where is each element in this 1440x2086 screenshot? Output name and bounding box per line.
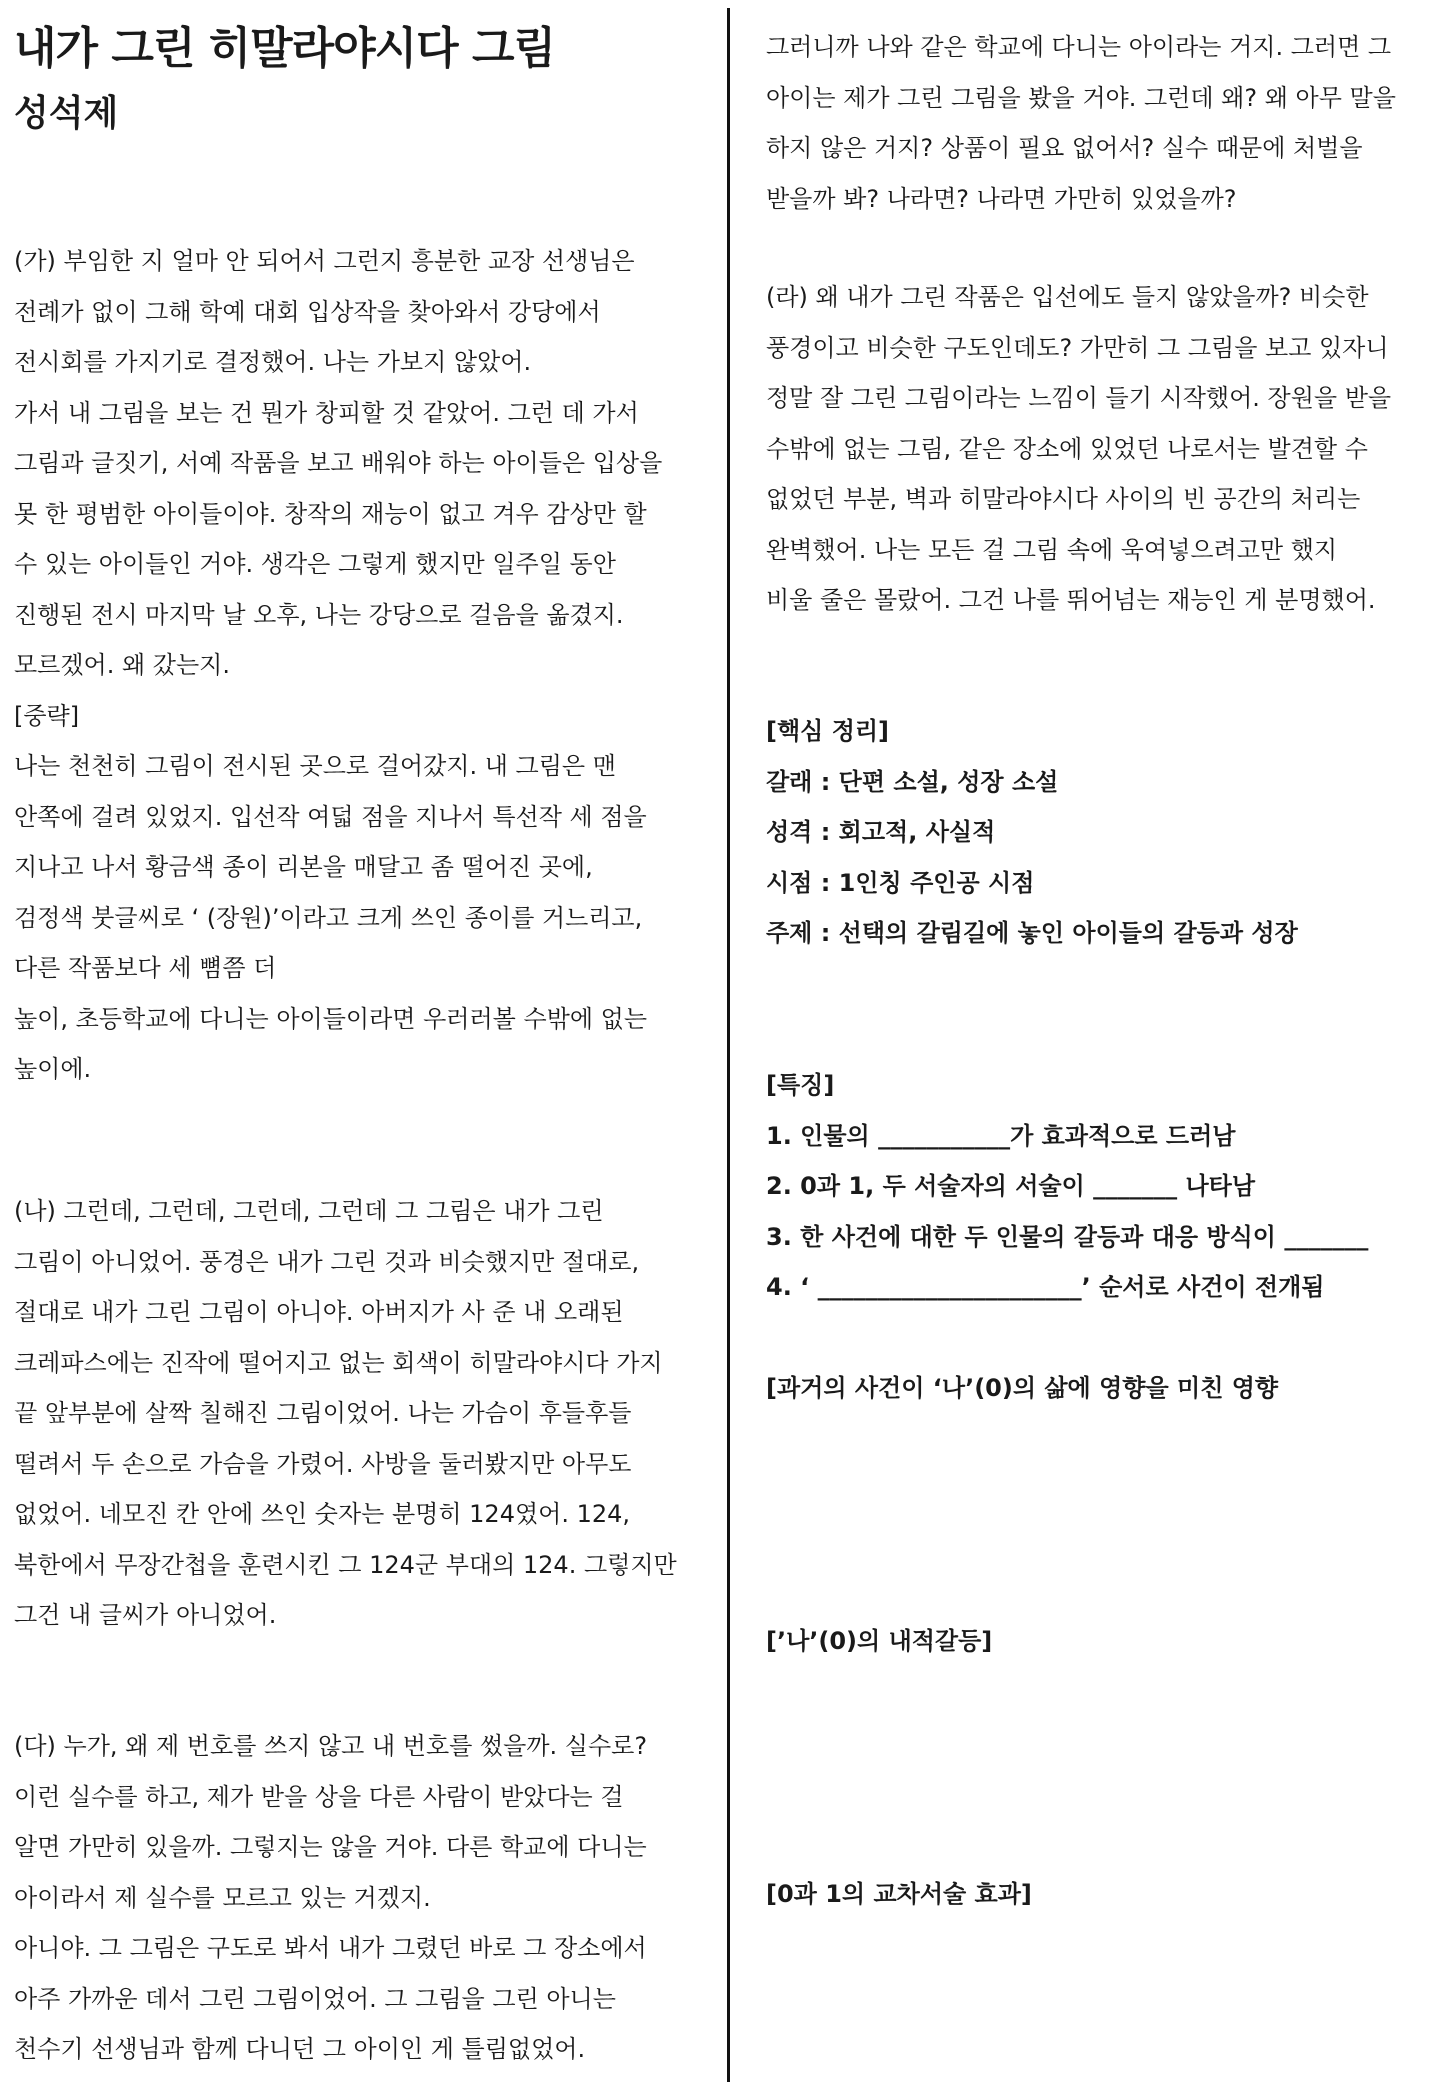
left-column [14,18,714,2063]
summary-section [766,706,1298,959]
passage-line: 수 있는 아이들인 거야. 생각은 그렇게 했지만 일주일 동안 [14,550,616,578]
passage-line: 가서 내 그림을 보는 건 뭔가 창피할 것 같았어. 그런 데 가서 [14,398,639,427]
passage-line: (가) 부임한 지 얼마 안 되어서 그런지 흥분한 교장 선생님은 [14,247,635,275]
passage-line: 하지 않은 거지? 상품이 필요 없어서? 실수 때문에 처벌을 [766,134,1363,162]
passage-line: 전례가 없이 그해 학예 대회 입상작을 찾아와서 강당에서 [14,297,601,326]
summary-heading: [핵심 정리] [766,717,890,745]
passage-line: 비울 줄은 몰랐어. 그건 나를 뛰어넘는 재능인 게 분명했어. [766,586,1376,614]
passage-line: (라) 왜 내가 그린 작품은 입선에도 들지 않았을까? 비슷한 [766,283,1369,311]
passage-line: 크레파스에는 진작에 떨어지고 없는 회색이 히말라야시다 가지 [14,1348,663,1377]
feature-item: 3. 한 사건에 대한 두 인물의 갈등과 대응 방식이 _______ [766,1222,1369,1251]
summary-character: 성격 : 회고적, 사실적 [766,818,996,846]
passage-line: 풍경이고 비슷한 구도인데도? 가만히 그 그림을 보고 있자니 [766,333,1389,362]
passage-line: 아이는 제가 그린 그림을 봤을 거야. 그런데 왜? 왜 아무 말을 [766,83,1396,112]
passage-line: 지나고 나서 황금색 종이 리본을 매달고 좀 떨어진 곳에, [14,853,593,881]
passage-line: 못 한 평범한 아이들이야. 창작의 재능이 없고 겨우 감상만 할 [14,499,647,528]
features-heading: [특징] [766,1071,835,1099]
summary-genre: 갈래 : 단편 소설, 성장 소설 [766,767,1059,796]
passage-line: 알면 가만히 있을까. 그렇지는 않을 거야. 다른 학교에 다니는 [14,1833,647,1861]
passage-na [14,1186,734,1641]
passage-da-continued [766,22,1440,224]
passage-line: 그림이 아니었어. 풍경은 내가 그린 것과 비슷했지만 절대로, [14,1247,640,1276]
passage-line: 그림과 글짓기, 서예 작품을 보고 배워야 하는 아이들은 입상을 [14,449,663,477]
passage-line: 정말 잘 그린 그림이라는 느낌이 들기 시작했어. 장원을 받을 [766,384,1392,412]
passage-line: 이런 실수를 하고, 제가 받을 상을 다른 사람이 받았다는 걸 [14,1782,624,1811]
passage-da [14,1721,734,2075]
feature-item: 4. ‘ ______________________’ 순서로 사건이 전개됨 [766,1273,1325,1301]
question-past-event [766,1363,1278,1414]
passage-line: (다) 누가, 왜 제 번호를 쓰지 않고 내 번호를 썼을까. 실수로? [14,1732,648,1760]
passage-line: 천수기 선생님과 함께 다니던 그 아이인 게 틀림없었어. [14,2035,586,2063]
passage-line: 안쪽에 걸려 있었지. 입선작 여덟 점을 지나서 특선작 세 점을 [14,802,647,831]
passage-line: 모르겠어. 왜 갔는지. [14,651,230,679]
passage-line: 아니야. 그 그림은 구도로 봐서 내가 그렸던 바로 그 장소에서 [14,1934,647,1962]
passage-line: 끝 앞부분에 살짝 칠해진 그림이었어. 나는 가슴이 후들후들 [14,1399,632,1427]
question-label: [’나’(0)의 내적갈등] [766,1627,993,1655]
passage-line: 전시회를 가지기로 결정했어. 나는 가보지 않았어. [14,348,532,376]
question-label: [0과 1의 교차서술 효과] [766,1880,1032,1908]
passage-line: 그러니까 나와 같은 학교에 다니는 아이라는 거지. 그러면 그 [766,33,1392,61]
feature-item: 2. 0과 1, 두 서술자의 서술이 _______ 나타남 [766,1172,1256,1200]
passage-line: 절대로 내가 그린 그림이 아니야. 아버지가 사 준 내 오래된 [14,1298,624,1326]
page-title: 내가 그린 히말라야시다 그림 [14,23,556,74]
passage-line: 완벽했어. 나는 모든 걸 그림 속에 욱여넣으려고만 했지 [766,535,1338,564]
passage-line: [중략] [14,701,80,730]
passage-ra [766,272,1440,626]
passage-line: 아이라서 제 실수를 모르고 있는 거겠지. [14,1883,431,1912]
passage-line: 나는 천천히 그림이 전시된 곳으로 걸어갔지. 내 그림은 맨 [14,752,616,780]
passage-line: 받을까 봐? 나라면? 나라면 가만히 있었을까? [766,184,1237,213]
question-cross-narration [766,1869,1032,1920]
passage-line: 없었던 부분, 벽과 히말라야시다 사이의 빈 공간의 처리는 [766,485,1361,513]
summary-theme: 주제 : 선택의 갈림길에 놓인 아이들의 갈등과 성장 [766,919,1298,947]
summary-viewpoint: 시점 : 1인칭 주인공 시점 [766,868,1035,897]
feature-item: 1. 인물의 ___________가 효과적으로 드러남 [766,1121,1236,1150]
passage-line: 검정색 붓글씨로 ‘ (장원)’이라고 크게 쓰인 종이를 거느리고, [14,903,643,932]
passage-ga [14,236,734,1095]
passage-line: 수밖에 없는 그림, 같은 장소에 있었던 나로서는 발견할 수 [766,434,1368,463]
passage-line: 북한에서 무장간첩을 훈련시킨 그 124군 부대의 124. 그렇지만 [14,1550,677,1579]
passage-line: 높이, 초등학교에 다니는 아이들이라면 우러러볼 수밖에 없는 [14,1004,648,1033]
question-label: [과거의 사건이 ‘나’(0)의 삶에 영향을 미친 영향 [766,1374,1279,1402]
passage-line: 높이에. [14,1055,92,1083]
passage-line: 그건 내 글씨가 아니었어. [14,1601,277,1629]
passage-line: 없었어. 네모진 칸 안에 쓰인 숫자는 분명히 124였어. 124, [14,1500,631,1528]
passage-line: 진행된 전시 마지막 날 오후, 나는 강당으로 걸음을 옮겼지. [14,600,624,629]
passage-line: 다른 작품보다 세 뼘쯤 더 [14,954,277,982]
passage-line: (나) 그런데, 그런데, 그런데, 그런데 그 그림은 내가 그린 [14,1197,604,1225]
passage-line: 떨려서 두 손으로 가슴을 가렸어. 사방을 둘러봤지만 아무도 [14,1449,632,1478]
features-section [766,1060,1368,1313]
author-name: 성석제 [14,93,119,134]
passage-line: 아주 가까운 데서 그린 그림이었어. 그 그림을 그린 아니는 [14,1984,616,2013]
question-inner-conflict [766,1616,992,1667]
